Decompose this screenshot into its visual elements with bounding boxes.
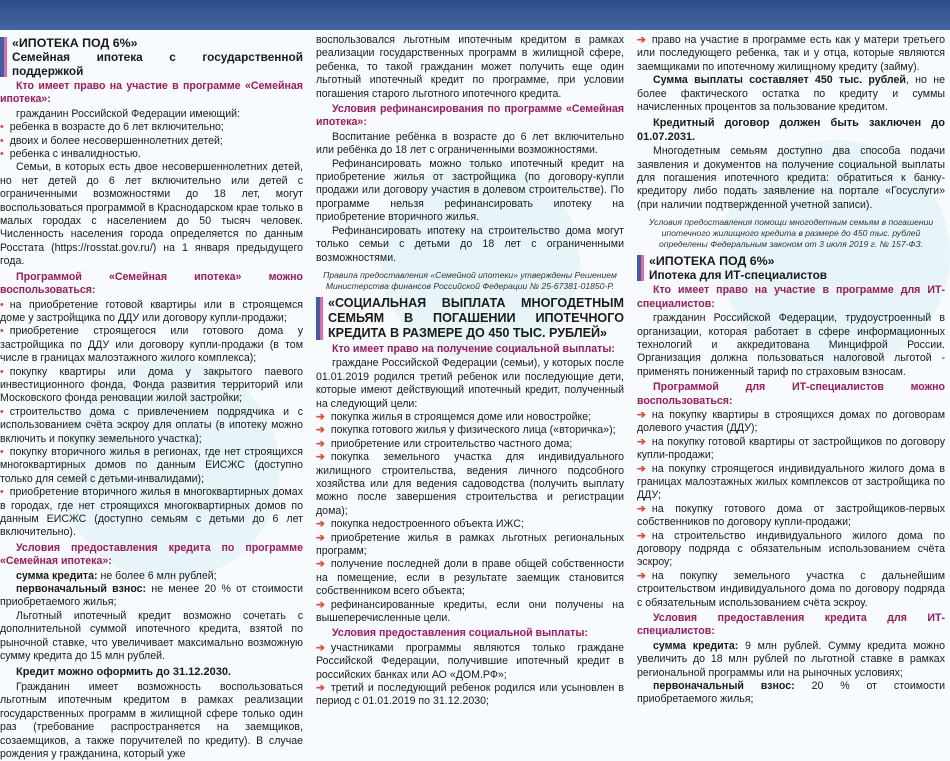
list-item-text: строительство дома с привлечением подрядчика и с использованием счёта эскроу для оплаты (в ипотеку можно включить и покупку земельного участка);: [0, 405, 303, 445]
list-item: [0, 299, 303, 326]
list-item-text: приобретение строящегося или готового дома у застройщика по ДДУ или договору купли-продажи (в том числе в границах малоэтажного жилого комплекса);: [0, 325, 303, 365]
paragraph: [316, 131, 624, 158]
bullet-icon: •: [0, 486, 4, 499]
bullet-icon: •: [0, 148, 4, 161]
paragraph-text: не менее 20 % от стоимости приобретаемого жилья;: [0, 583, 303, 609]
paragraph-lead: сумма кредита:: [653, 639, 739, 652]
column-it-mortgage: [637, 34, 945, 707]
section-subtitle: Семейная ипотека с государственной поддержкой: [12, 50, 303, 78]
paragraph-text: воспользовался льготным ипотечным кредитом в рамках реализации государственных программ в жилищной сфере, ребенка, то такой гражданин может получить еще один льготный ипотечный кредит по программе, при условии погашения старого льготного ипотечного кредита.: [316, 34, 624, 100]
paragraph-text: Гражданин имеет возможность воспользоваться льготным ипотечным кредитом в рамках реализации государственных программ в жилищной сфере только один раз (требование распространяется на заемщиков, созаемщиков, а также поручителей по кредиту). В случае рождения у гражданина, который уже: [0, 680, 303, 760]
arrow-right-icon: ➔: [316, 531, 325, 544]
arrow-right-icon: ➔: [637, 569, 646, 582]
list-item: [637, 409, 945, 436]
list-item: [637, 530, 945, 570]
list-item: [0, 446, 303, 486]
paragraph: [0, 570, 303, 583]
subsection-heading: Программой для ИТ-специалистов можно воспользоваться:: [637, 381, 945, 407]
paragraph: [637, 680, 945, 707]
paragraph-lead: первоначальный взнос:: [16, 583, 147, 596]
list-item-text: ребенка с инвалидностью.: [9, 148, 141, 161]
paragraph-lead: первоначальный взнос:: [653, 680, 795, 693]
highlight-text: Кредитный договор должен быть заключен до 01.07.2031.: [637, 117, 945, 143]
list-item-text: приобретение вторичного жилья в многоквартирных домах в городах, где нет строящихся многоквартирных домов по данным ЕИСЖС (доступно семьям с детьми до 6 лет включительно).: [0, 486, 303, 539]
paragraph-lead: Сумма выплаты составляет 450 тыс. рублей: [653, 74, 906, 87]
list-item-text: третий и последующий ребенок родился или усыновлен в период с 01.01.2019 по 31.12.2030;: [316, 682, 624, 708]
column-family-mortgage: [0, 34, 303, 761]
list-item-text: покупка жилья в строящемся доме или новостройке;: [330, 410, 592, 423]
subsection-heading: Кто имеет право на участие в программе «Семейная ипотека»:: [0, 80, 303, 106]
arrow-right-icon: ➔: [316, 518, 325, 531]
list-item: [316, 599, 624, 626]
arrow-right-icon: ➔: [637, 502, 646, 515]
paragraph-text: 20 % от стоимости приобретаемого жилья;: [637, 680, 945, 706]
arrow-right-icon: ➔: [637, 408, 646, 421]
bullet-icon: •: [0, 445, 4, 458]
arrow-right-icon: ➔: [316, 641, 325, 654]
list-item: [637, 503, 945, 530]
section-title: «ИПОТЕКА ПОД 6%»: [649, 254, 775, 269]
paragraph: [0, 610, 303, 664]
bullet-icon: •: [0, 298, 4, 311]
list-item-text: на приобретение готовой квартиры или в строящемся доме у застройщика по ДДУ или договору купли-продажи;: [0, 298, 303, 324]
paragraph: [316, 34, 624, 101]
paragraph-text: граждане Российской Федерации (семьи), у которых после 01.01.2019 родился третий ребенок или последующие дети, которые имеют действующий ипотечный кредит, полученный на следующий цели:: [316, 357, 624, 410]
list-item: [316, 438, 624, 451]
list-item-text: приобретение жилья в рамках льготных региональных программ;: [316, 531, 624, 557]
arrow-right-icon: ➔: [316, 598, 325, 611]
arrow-right-icon: ➔: [316, 451, 325, 464]
paragraph-text: гражданин Российской Федерации, трудоустроенный в организации, которая работает в сфере информационных технологий и аккредитована Минцифрой России. Организация должна пользоваться налоговой льготой - применять пониженный тариф по страховым взносам.: [637, 312, 945, 378]
list-item: [316, 424, 624, 437]
list-item-text: участниками программы являются только граждане Российской Федерации, получившие ипотечный кредит в российских банках или АО «ДОМ.РФ»;: [316, 641, 624, 681]
bullet-icon: •: [0, 405, 4, 418]
paragraph-text: 9 млн рублей. Сумму кредита можно увеличить до 18 млн рублей по льготной ставке в рамках региональной программы или на рыночных условиях;: [637, 639, 945, 679]
arrow-right-icon: ➔: [316, 437, 325, 450]
subsection-heading: Программой «Семейная ипотека» можно воспользоваться:: [0, 270, 303, 297]
subsection-heading: Условия предоставления кредита для ИТ-специалистов:: [637, 612, 945, 638]
column-large-family-payment: [316, 34, 624, 709]
list-item: [316, 411, 624, 424]
list-item: [637, 34, 945, 74]
bullet-icon: •: [0, 134, 4, 147]
section-title: «ИПОТЕКА ПОД 6%»: [12, 36, 138, 50]
paragraph-text: Рефинансировать можно только ипотечный кредит на приобретение жилья от застройщика (по договору-купли продажи или договору участия в долевом строительстве). По программе нельзя рефинансировать ипотеку на приобретение вторичного жилья.: [316, 157, 624, 224]
subsection-heading: Кто имеет право на получение социальной выплаты:: [332, 342, 615, 355]
bullet-icon: •: [0, 121, 4, 134]
legal-note: Правила предоставления «Семейной ипотеки» утверждены Решением Министерства финансов Российской Федерации № 25-67381-01850-Р.: [323, 269, 617, 291]
paragraph: [637, 312, 945, 379]
legal-note: Условия предоставления помощи многодетным семьям в погашении ипотечного жилищного кредита в размере до 450 тыс. рублей определены Федеральным законом от 3 июля 2019 г. № 157-ФЗ.: [648, 217, 934, 250]
list-item: [0, 366, 303, 406]
subsection-heading: Условия предоставления кредита по программе «Семейная ипотека»:: [0, 541, 303, 568]
paragraph: [316, 225, 624, 265]
paragraph-text: Воспитание ребёнка в возрасте до 6 лет включительно или ребёнка до 18 лет с ограниченными возможностями.: [316, 130, 624, 157]
list-item-text: ребенка в возрасте до 6 лет включительно;: [9, 121, 224, 134]
top-color-band: [0, 0, 950, 30]
paragraph-text: гражданин Российской Федерации имеющий:: [16, 107, 241, 120]
bullet-icon: •: [0, 365, 4, 378]
list-item: [316, 682, 624, 709]
list-item: [316, 642, 624, 682]
section-heading: [637, 254, 945, 282]
arrow-right-icon: ➔: [316, 424, 325, 437]
paragraph-text: не более 6 млн рублей;: [97, 569, 217, 582]
list-item: [0, 121, 303, 134]
list-item-text: двоих и более несовершеннолетних детей;: [9, 134, 223, 147]
list-item: [0, 486, 303, 540]
list-item: [637, 436, 945, 463]
bullet-icon: •: [0, 325, 4, 338]
list-item: [0, 135, 303, 148]
paragraph-text: Многодетным семьям доступно два способа подачи заявления и документов на получение социальной выплаты для погашения ипотечного кредита: обратиться к банку-кредитору либо подать заявление на портале «Госуслуги» (при наличии подтвержденной учетной записи).: [637, 145, 945, 211]
list-item: [316, 532, 624, 559]
arrow-right-icon: ➔: [316, 558, 325, 571]
list-item: [637, 570, 945, 610]
list-item-text: на покупку квартиры в строящихся домах по договорам долевого участия (ДДУ);: [637, 408, 945, 435]
list-item-text: рефинансированные кредиты, если они получены на вышеперечисленные цели.: [316, 598, 624, 625]
list-item-text: на покупку готовой квартиры от застройщиков по договору купли-продажи;: [637, 435, 945, 462]
paragraph: [0, 161, 303, 268]
list-item-text: получение последней доли в праве общей собственности на помещение, если в результате заемщик становится собственником всего объекта;: [316, 558, 624, 598]
paragraph-text: , но не более фактического остатка по кредиту и суммы начисленных процентов за пользование кредитом.: [637, 74, 945, 114]
paragraph: [637, 74, 945, 114]
list-item-text: покупка земельного участка для индивидуального жилищного строительства, ведения личного подсобного хозяйства или для ведения садоводства (получить выплату можно после завершения строительства и регистрации дома);: [316, 451, 624, 517]
arrow-right-icon: ➔: [637, 435, 646, 448]
paragraph: [316, 357, 624, 411]
list-item-text: покупка недостроенного объекта ИЖС;: [330, 518, 524, 531]
list-item-text: на покупку готового дома от застройщиков-первых собственников по договору купли-продажи;: [637, 502, 945, 529]
section-subtitle: Ипотека для ИТ-специалистов: [649, 268, 828, 283]
highlight-text: Кредит можно оформить до 31.12.2030.: [16, 666, 231, 679]
subsection-heading: Кто имеет право на участие в программе для ИТ-специалистов:: [637, 284, 945, 310]
paragraph: [637, 145, 945, 212]
list-item-text: приобретение или строительство частного дома;: [330, 437, 573, 450]
section-heading: [316, 296, 624, 341]
list-item-text: право на участие в программе есть как у матери третьего или последующего ребенка, так и у отца, которые являются заемщиками по ипотечному жилищному кредиту (займу).: [637, 34, 945, 73]
paragraph-text: Льготный ипотечный кредит возможно сочетать с дополнительной суммой ипотечного кредита, взятой по рыночной ставке, что увеличивает максимально возможную сумму кредита до 15 млн рублей.: [0, 609, 303, 663]
arrow-right-icon: ➔: [316, 410, 325, 423]
paragraph: [0, 583, 303, 610]
arrow-right-icon: ➔: [637, 529, 646, 542]
section-heading: [0, 36, 303, 78]
subsection-heading: Условия рефинансирования по программе «Семейная ипотека»:: [316, 103, 624, 129]
list-item-text: покупку вторичного жилья в регионах, где нет строящихся многоквартирных домов по данным ЕИСЖС (доступно только для семей с детьми-инвалидами);: [0, 445, 303, 485]
list-item-text: на покупку земельного участка с дальнейшим строительством индивидуального дома по договору подряда с обязательным использованием счёта эскроу.: [637, 569, 945, 609]
paragraph-lead: сумма кредита:: [16, 569, 98, 582]
list-item-text: покупку квартиры или дома у закрытого паевого инвестиционного фонда, Фонда развития территорий или Московского фонда реновации жилой застройки;: [0, 365, 303, 405]
list-item: [0, 325, 303, 365]
list-item: [316, 451, 624, 518]
section-title: «СОЦИАЛЬНАЯ ВЫПЛАТА МНОГОДЕТНЫМ СЕМЬЯМ В ПОГАШЕНИИ ИПОТЕЧНОГО КРЕДИТА В РАЗМЕРЕ ДО 450 ТЫС. РУБЛЕЙ»: [328, 295, 624, 340]
list-item: [316, 518, 624, 531]
list-item: [316, 558, 624, 598]
paragraph: [0, 108, 303, 121]
arrow-right-icon: ➔: [637, 462, 646, 475]
list-item-text: на покупку строящегося индивидуального жилого дома в границах малоэтажных жилых комплексов от застройщика по ДДУ;: [637, 462, 945, 502]
list-item: [0, 406, 303, 446]
paragraph: [637, 640, 945, 680]
paragraph-text: Семьи, в которых есть двое несовершеннолетних детей, но нет детей до 6 лет включительно или детей с ограниченными возможностями до 18 лет, могут воспользоваться программой в Краснодарском крае только в малых городах с населением до 50 тысяч человек. Численность населения города определяется по данным Росстата (https://rosstat.gov.ru/) на 1 января предыдущего года.: [0, 161, 303, 268]
paragraph: [316, 158, 624, 225]
paragraph-text: Рефинансировать ипотеку на строительство дома могут только семьи с детьми до 18 лет с ограниченными возможностями.: [316, 224, 624, 264]
arrow-right-icon: ➔: [316, 682, 325, 695]
paragraph: [0, 681, 303, 761]
arrow-right-icon: ➔: [637, 34, 646, 46]
list-item: [0, 148, 303, 161]
list-item-text: на строительство индивидуального жилого дома по договору подряда с обязательным использованием счёта эскроу;: [637, 529, 945, 569]
list-item: [637, 463, 945, 503]
list-item-text: покупка готового жилья у физического лица («вторичка»);: [330, 424, 616, 437]
subsection-heading: Условия предоставления социальной выплаты:: [332, 627, 588, 640]
